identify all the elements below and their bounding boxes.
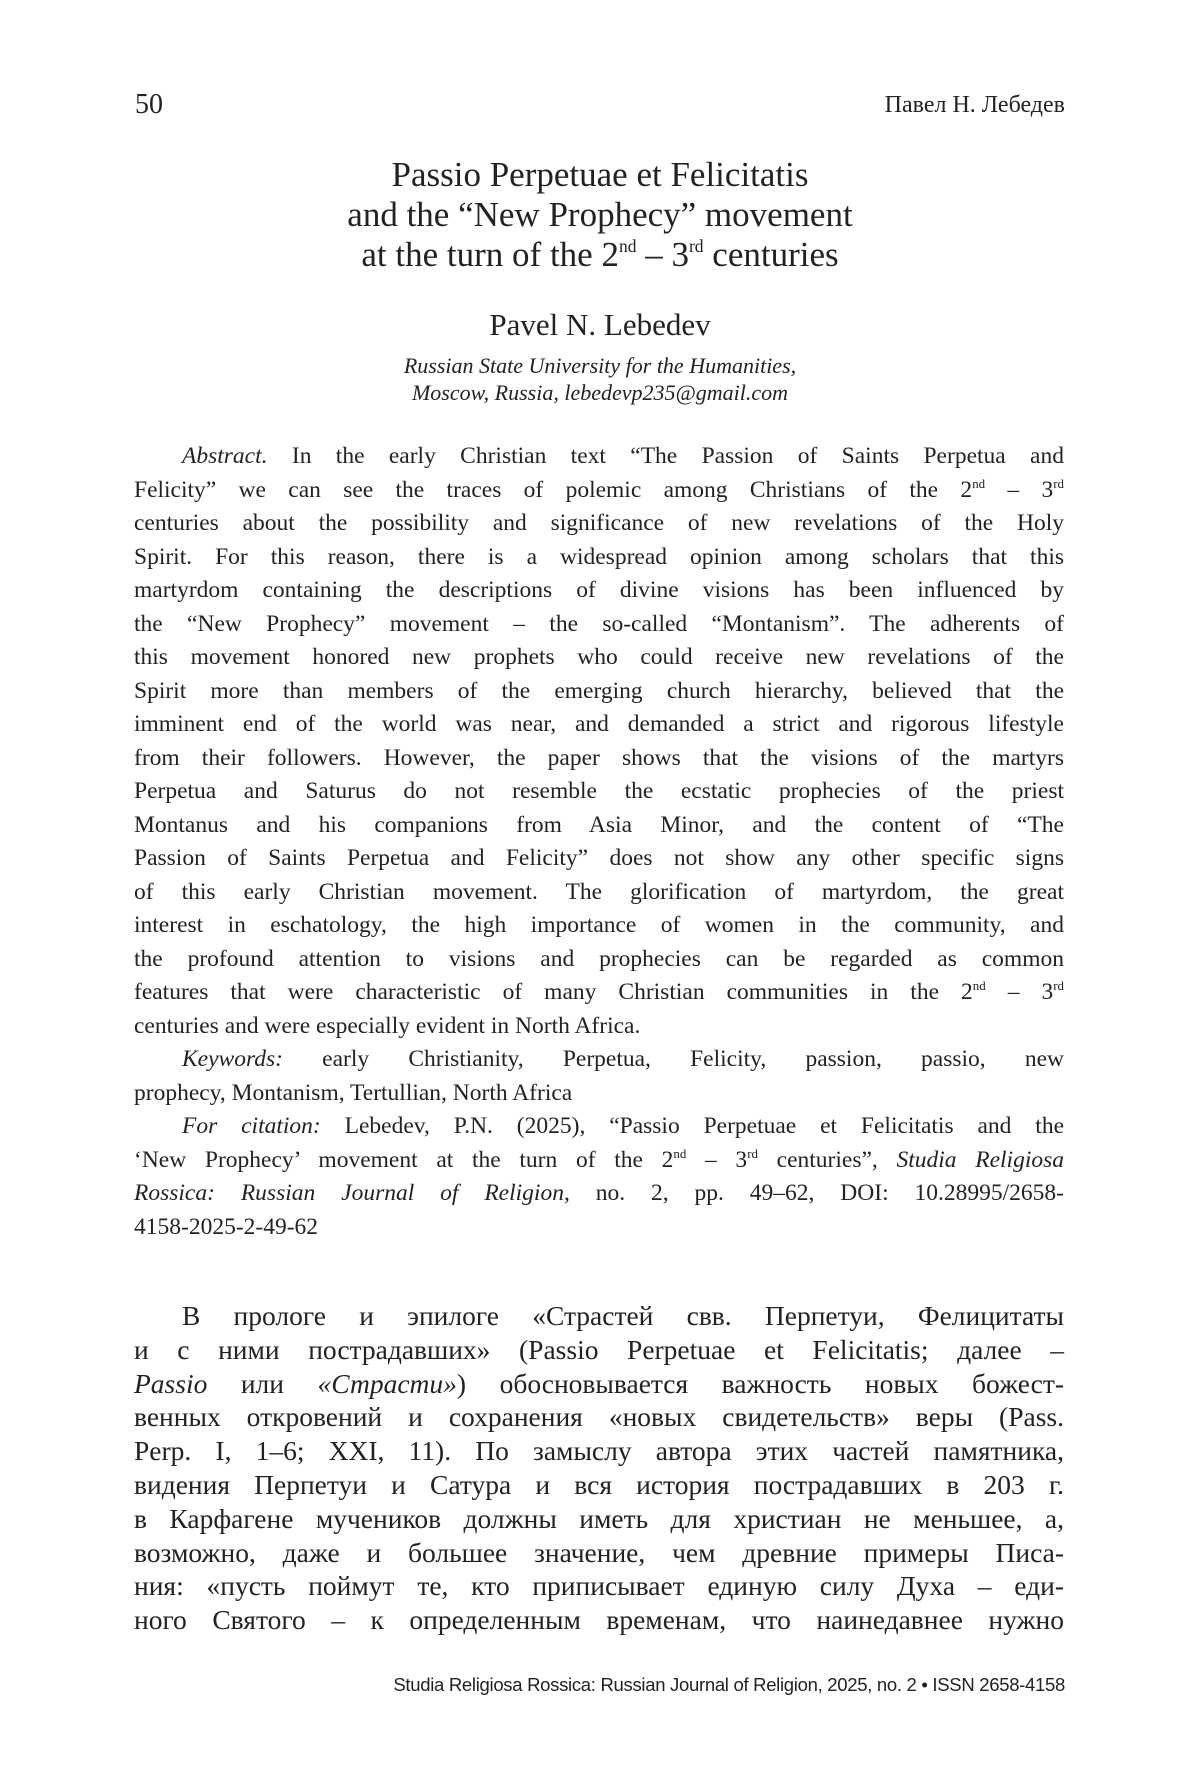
text-line: [134, 708, 1064, 742]
text-segment: the profound attention to visions and prophecies can be regarded as common: [134, 945, 1064, 972]
text-segment: венных откровений и сохранения «новых свидетельств» веры (Pass.: [134, 1401, 1064, 1433]
text-segment: ) обосновывается важность новых божест-: [456, 1367, 1064, 1399]
text-segment: Spirit. For this reason, there is a widespread opinion among scholars that this: [134, 543, 1064, 570]
title-superscript: rd: [688, 236, 704, 256]
text-segment: и с ними пострадавших» (Passio Perpetuae et Felicitatis; далее –: [134, 1333, 1064, 1365]
abstract-section: [134, 440, 1064, 1244]
text-line: [134, 1367, 1064, 1401]
text-segment: , no. 2, pp. 49–62, DOI: 10.28995/2658-: [563, 1180, 1064, 1206]
body-text: [134, 1299, 1064, 1637]
text-line: [134, 1569, 1064, 1603]
text-segment: – 3: [985, 979, 1054, 1005]
italic-text: For citation:: [182, 1113, 321, 1139]
text-segment: Lebedev, P.N. (2025), “Passio Perpetuae et Felicitatis and the: [320, 1113, 1064, 1139]
text-segment: centuries and were especially evident in North Africa.: [134, 1012, 641, 1039]
article-title: [135, 155, 1065, 275]
text-segment: of this early Christian movement. The glorification of martyrdom, the great: [134, 878, 1064, 905]
title-text: – 3: [636, 235, 689, 274]
superscript: nd: [673, 1145, 687, 1161]
text-segment: features that were characteristic of many Christian communities in the 2: [134, 979, 973, 1005]
text-line: [134, 976, 1064, 1010]
title-superscript: nd: [618, 236, 637, 256]
text-segment: в Карфагене мучеников должны иметь для христиан не меньшее, а,: [134, 1502, 1064, 1534]
author-name: Pavel N. Lebedev: [489, 307, 711, 342]
text-line: [134, 1177, 1064, 1211]
text-segment: Montanus and his companions from Asia Minor, and the content of “The: [134, 811, 1064, 838]
journal-footer: [393, 1673, 1065, 1697]
text-segment: interest in eschatology, the high importance of women in the community, and: [134, 912, 1064, 938]
superscript: rd: [1053, 977, 1064, 993]
text-segment: ния: «пусть поймут те, кто приписывает единую силу Духа – еди-: [134, 1570, 1064, 1602]
title-line: [135, 235, 1065, 275]
footer-issn: ISSN 2658-4158: [932, 1674, 1065, 1695]
superscript: rd: [747, 1145, 758, 1161]
text-line: [134, 1434, 1064, 1468]
text-segment: In the early Christian text “The Passion of Saints Perpetua and: [267, 443, 1064, 469]
text-segment: Perpetua and Saturus do not resemble the ecstatic prophecies of the priest: [134, 778, 1064, 804]
italic-text: Abstract.: [182, 443, 268, 469]
text-line: [134, 541, 1064, 575]
text-line: [134, 608, 1064, 642]
text-segment: centuries”,: [757, 1146, 897, 1173]
text-line: [134, 574, 1064, 608]
text-segment: Felicity” we can see the traces of polemic among Christians of the 2: [134, 476, 973, 503]
text-line: [134, 1077, 1064, 1111]
text-segment: imminent end of the world was near, and demanded a strict and rigorous lifestyle: [134, 711, 1064, 737]
italic-text: Keywords:: [182, 1046, 283, 1072]
text-segment: this movement honored new prophets who could receive new revelations of the: [134, 644, 1064, 670]
text-segment: martyrdom containing the descriptions of divine visions has been influenced by: [134, 577, 1064, 603]
italic-text: Passio: [134, 1367, 208, 1399]
text-line: [134, 675, 1064, 709]
superscript: nd: [972, 977, 986, 993]
text-line: [134, 943, 1064, 977]
text-line: [134, 1603, 1064, 1637]
text-line: [134, 1010, 1064, 1044]
text-line: [134, 641, 1064, 675]
affiliation-line: Moscow, Russia, lebedevp235@gmail.com: [411, 380, 789, 405]
text-segment: В прологе и эпилоге «Страстей свв. Перпетуи, Фелицитаты: [182, 1300, 1064, 1331]
text-segment: видения Перпетуи и Сатура и вся история пострадавших в 203 г.: [134, 1468, 1064, 1500]
italic-text: «Страсти»: [317, 1367, 457, 1399]
title-line: Passio Perpetuae et Felicitatis: [391, 155, 809, 194]
text-line: [134, 1333, 1064, 1367]
title-text: centuries: [703, 235, 839, 274]
text-line: [134, 909, 1064, 943]
affiliation-line: Russian State University for the Humanities,: [403, 353, 797, 378]
text-line: [134, 1043, 1064, 1077]
text-segment: или: [207, 1367, 318, 1399]
footer-journal: Studia Religiosa Rossica: Russian Journal of Religion, 2025, no. 2: [393, 1674, 917, 1695]
text-line: [134, 1536, 1064, 1570]
text-line: [134, 1211, 1064, 1245]
title-text: at the turn of the 2: [361, 235, 619, 274]
text-segment: the “New Prophecy” movement – the so-called “Montanism”. The adherents of: [134, 610, 1064, 637]
text-segment: early Christianity, Perpetua, Felicity, passion, passio, new: [282, 1046, 1064, 1072]
text-segment: centuries about the possibility and significance of new revelations of the Holy: [134, 510, 1064, 536]
text-segment: – 3: [686, 1146, 748, 1173]
running-head: Павел Н. Лебедев: [884, 92, 1065, 118]
text-segment: prophecy, Montanism, Tertullian, North Africa: [134, 1079, 573, 1106]
text-segment: ‘New Prophecy’ movement at the turn of the 2: [134, 1146, 674, 1173]
text-line: [134, 1502, 1064, 1536]
title-line: and the “New Prophecy” movement: [347, 195, 853, 234]
text-segment: Spirit more than members of the emerging church hierarchy, believed that the: [134, 677, 1064, 704]
text-segment: Perp. I, 1–6; XXI, 11). По замыслу автора этих частей памятника,: [134, 1435, 1064, 1467]
text-line: [134, 876, 1064, 910]
text-line: [134, 809, 1064, 843]
text-segment: Passion of Saints Perpetua and Felicity” does not show any other specific signs: [134, 845, 1064, 871]
text-line: [134, 742, 1064, 776]
text-line: [134, 507, 1064, 541]
text-line: [134, 1110, 1064, 1144]
superscript: rd: [1053, 475, 1065, 491]
footer-separator: •: [916, 1674, 933, 1695]
text-line: [134, 440, 1064, 474]
superscript: nd: [972, 475, 986, 491]
text-segment: возможно, даже и большее значение, чем древние примеры Писа-: [134, 1536, 1064, 1568]
text-segment: – 3: [985, 476, 1054, 503]
text-segment: 4158-2025-2-49-62: [134, 1213, 319, 1240]
page-number: 50: [135, 89, 163, 120]
italic-text: Studia Religiosa: [896, 1146, 1065, 1173]
text-line: [134, 1144, 1064, 1178]
italic-text: Rossica: Russian Journal of Religion: [134, 1180, 564, 1206]
text-line: [134, 1299, 1064, 1333]
text-segment: ного Святого – к определенным временам, что наинедавнее нужно: [134, 1604, 1064, 1636]
author-affiliation: [135, 352, 1065, 406]
text-line: [134, 1400, 1064, 1434]
text-line: [134, 1468, 1064, 1502]
text-line: [134, 474, 1064, 508]
text-segment: from their followers. However, the paper shows that the visions of the martyrs: [134, 744, 1064, 771]
text-line: [134, 775, 1064, 809]
text-line: [134, 842, 1064, 876]
